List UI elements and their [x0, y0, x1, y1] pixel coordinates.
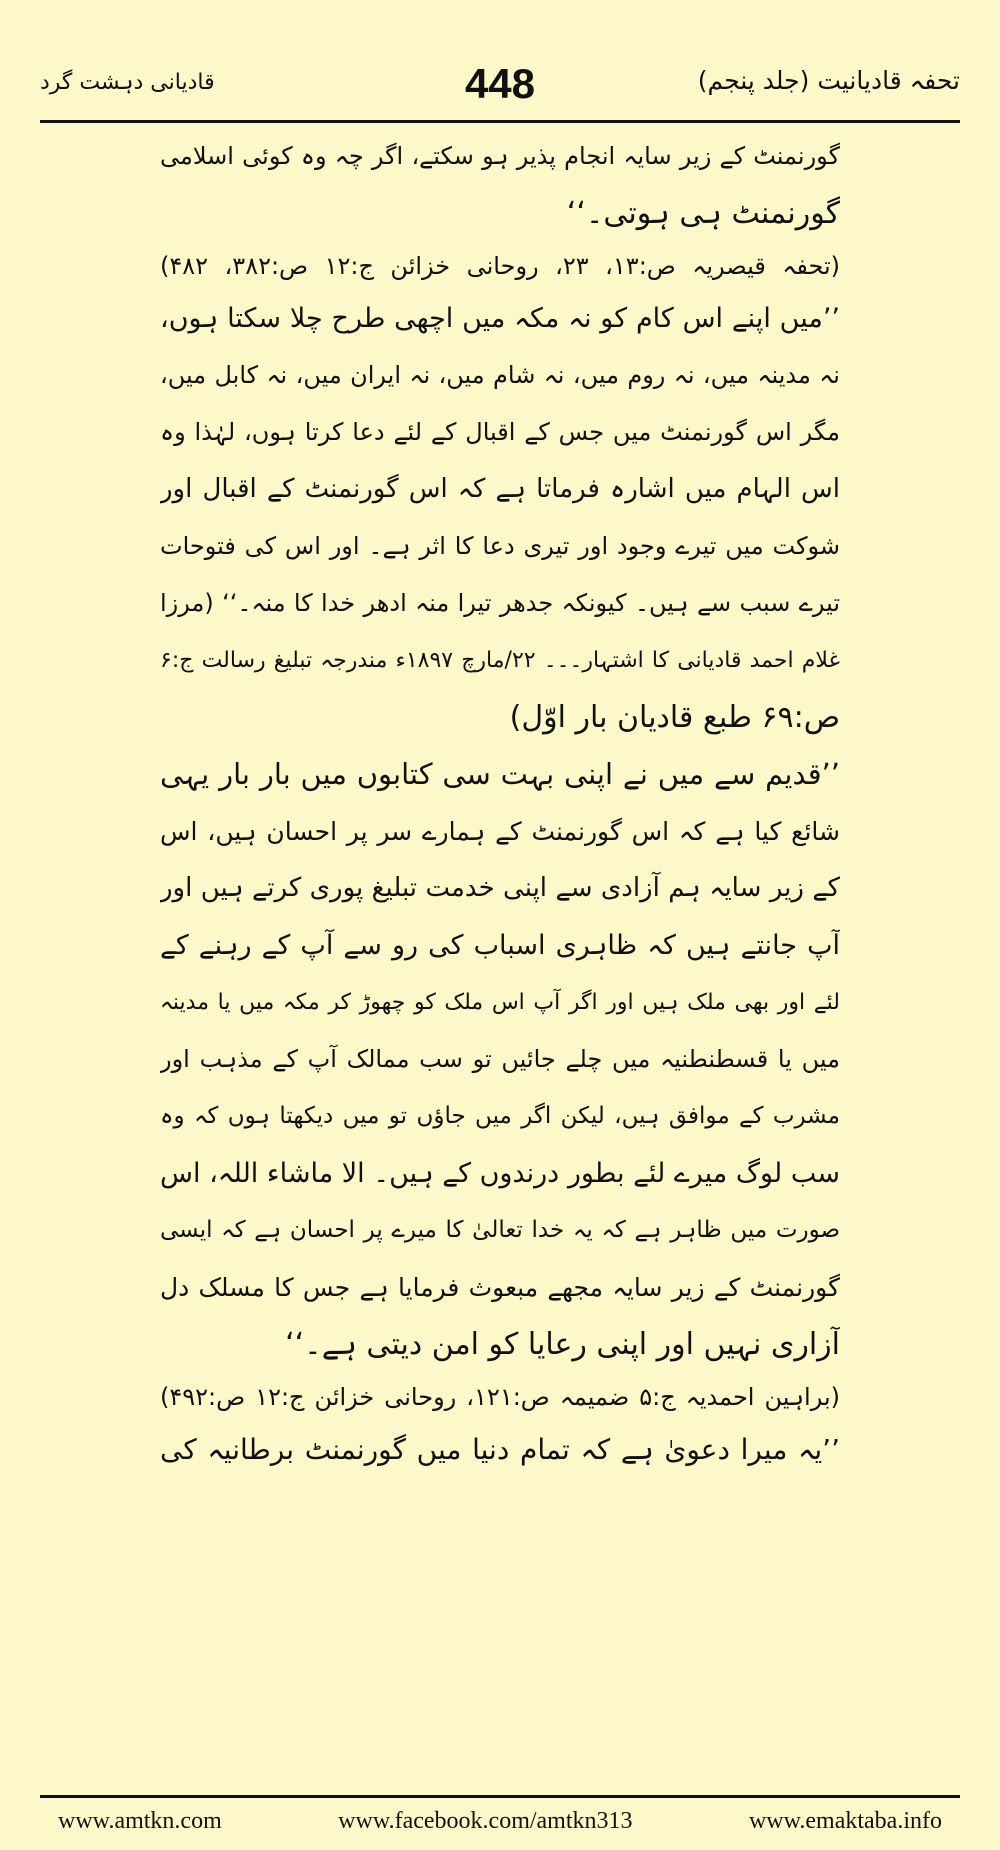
book-title: تحفہ قادیانیت (جلد پنجم)	[697, 66, 960, 95]
text-line: نہ مدینہ میں، نہ روم میں، نہ شام میں، نہ ایران میں، نہ کابل میں،	[160, 361, 840, 389]
text-line: کے زیر سایہ ہم آزادی سے اپنی خدمت تبلیغ پوری کرتے ہیں اور	[160, 873, 840, 903]
text-line: ’’یہ میرا دعویٰ ہے کہ تمام دنیا میں گورنمنٹ برطانیہ کی	[160, 1433, 840, 1466]
text-line: غلام احمد قادیانی کا اشتہار۔۔۔ ۲۲/مارچ ۱۸۹۷ء مندرجہ تبلیغ رسالت ج:۶	[160, 648, 840, 673]
text-line: شوکت میں تیرے وجود اور تیری دعا کا اثر ہے۔ اور اس کی فتوحات	[160, 532, 840, 560]
page-number: 448	[464, 60, 536, 107]
page-footer	[58, 1803, 942, 1839]
footer-link-amtkn[interactable]: www.amtkn.com	[58, 1807, 222, 1834]
text-line: سب لوگ میرے لئے بطور درندوں کے ہیں۔ الا ماشاء اللہ، اس	[160, 1158, 840, 1189]
text-line: صورت میں ظاہر ہے کہ یہ خدا تعالیٰ کا میرے پر احسان ہے کہ ایسی	[160, 1217, 840, 1243]
text-line: ’’قدیم سے میں نے اپنی بہت سی کتابوں میں بار بار یہی	[160, 757, 840, 791]
text-line: گورنمنٹ کے زیر سایہ انجام پذیر ہو سکتے، اگر چہ وہ کوئی اسلامی	[160, 142, 840, 170]
footer-link-emaktaba[interactable]: www.emaktaba.info	[748, 1807, 942, 1834]
footer-link-facebook[interactable]: www.facebook.com/amtkn313	[338, 1807, 633, 1834]
text-line: ص:۶۹ طبع قادیان بار اوّل)	[509, 700, 840, 735]
text-line: آپ جانتے ہیں کہ ظاہری اسباب کی رو سے آپ کے رہنے کے	[160, 930, 840, 961]
footer-rule	[40, 1795, 960, 1798]
text-line: آزاری نہیں اور اپنی رعایا کو امن دیتی ہے۔‘‘	[285, 1327, 840, 1362]
text-line: گورنمنٹ کے زیر سایہ مجھے مبعوث فرمایا ہے جس کا مسلک دل	[160, 1273, 840, 1302]
page-body	[160, 128, 840, 1478]
text-line: گورنمنٹ ہی ہوتی۔‘‘	[566, 196, 840, 231]
text-line: اس الہام میں اشارہ فرماتا ہے کہ اس گورنمنٹ کے اقبال اور	[160, 474, 840, 504]
text-line: شائع کیا ہے کہ اس گورنمنٹ کے ہمارے سر پر احسان ہیں، اس	[160, 817, 840, 846]
section-title: قادیانی دہشت گرد	[40, 70, 215, 95]
text-line: مشرب کے موافق ہیں، لیکن اگر میں جاؤں تو میں دیکھتا ہوں کہ وہ	[160, 1103, 840, 1129]
text-line: لئے اور بھی ملک ہیں اور اگر آپ اس ملک کو چھوڑ کر مکہ میں یا مدینہ	[160, 990, 840, 1015]
citation-line: (براہین احمدیہ ج:۵ ضمیمہ ص:۱۲۱، روحانی خزائن ج:۱۲ ص:۴۹۲)	[160, 1383, 840, 1411]
text-line: ’’میں اپنے اس کام کو نہ مکہ میں اچھی طرح چلا سکتا ہوں،	[160, 303, 840, 334]
text-line: مگر اس گورنمنٹ میں جس کے اقبال کے لئے دعا کرتا ہوں، لہٰذا وہ	[160, 418, 840, 446]
header-rule	[40, 120, 960, 123]
text-line: تیرے سبب سے ہیں۔ کیونکہ جدھر تیرا منہ ادھر خدا کا منہ۔‘‘ (مرزا	[160, 589, 840, 617]
text-line: میں یا قسطنطنیہ میں چلے جائیں تو سب ممالک آپ کے مذہب اور	[160, 1045, 840, 1073]
citation-line: (تحفہ قیصریہ ص:۱۳، ۲۳، روحانی خزائن ج:۱۲ ص:۳۸۲، ۴۸۲)	[160, 252, 840, 280]
page-header	[40, 60, 960, 116]
